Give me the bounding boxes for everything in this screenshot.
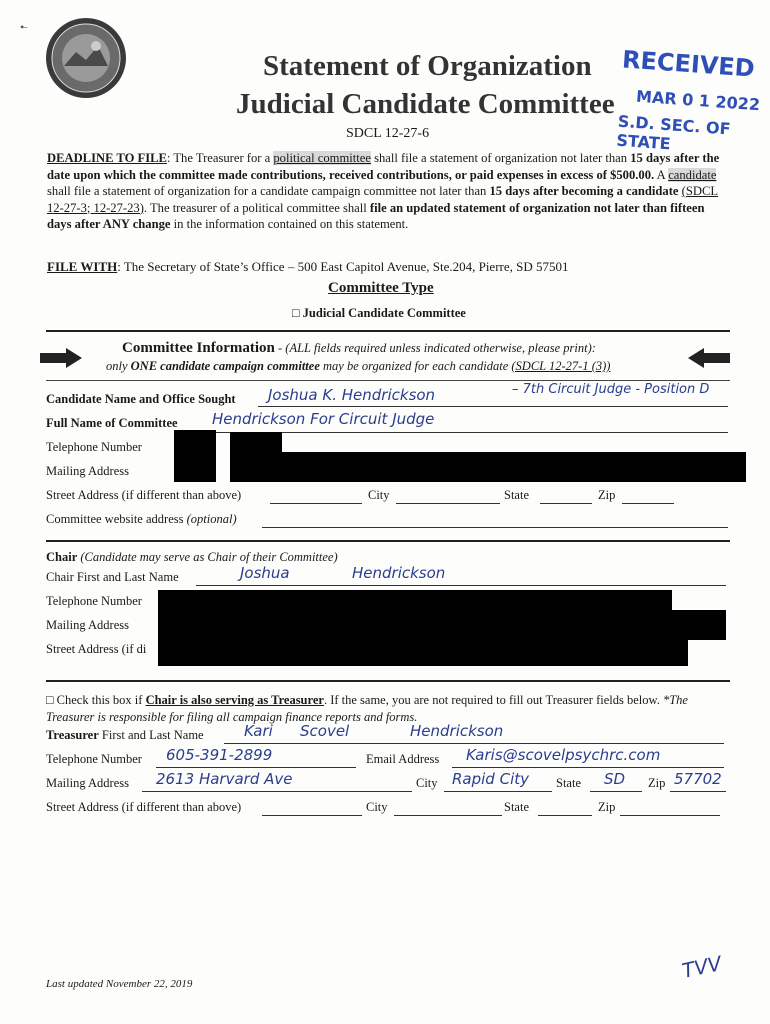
sub-bold: ONE candidate campaign committee (130, 359, 320, 373)
deadline-text: in the information contained on this statement. (170, 217, 409, 231)
treasurer-mailing-value[interactable]: 2613 Harvard Ave (156, 770, 293, 788)
field-line (258, 406, 728, 407)
chair-mailing-label: Mailing Address (46, 618, 129, 632)
field-line (262, 815, 362, 816)
field-line (394, 815, 502, 816)
treasurer-city-label: City (416, 776, 438, 790)
corner-mark: •̶ (20, 20, 25, 34)
deadline-text: shall file a statement of organization not later than (370, 151, 631, 165)
deadline-text: A (654, 167, 669, 182)
deadline-bold: file an updated statement of organization not later than fifteen days after ANY change (47, 200, 705, 231)
committee-info-title: Committee Information (122, 340, 275, 356)
divider (46, 330, 730, 332)
field-line (262, 527, 728, 528)
treasurer-telephone-label: Telephone Number (46, 752, 142, 766)
committee-info-subheading (106, 359, 610, 374)
treasurer-telephone-value[interactable]: 605-391-2899 (166, 746, 273, 764)
statute-reference: SDCL 12-27-6 (346, 126, 430, 141)
chair-telephone-label: Telephone Number (46, 594, 142, 608)
treasurer-city2-label: City (366, 800, 388, 814)
checkbox-bold: Chair is also serving as Treasurer (145, 693, 324, 707)
sub-text: only (106, 359, 131, 373)
received-stamp: RECEIVED (621, 45, 756, 83)
field-line (670, 791, 726, 792)
treasurer-zip-label: Zip (648, 776, 666, 790)
treasurer-zip2-label: Zip (598, 800, 616, 814)
arrow-right-icon (40, 348, 82, 368)
treasurer-mailing-label: Mailing Address (46, 776, 129, 790)
committee-name-label: Full Name of Committee (46, 416, 178, 430)
last-updated: Last updated November 22, 2019 (46, 978, 193, 990)
chair-is-treasurer-checkbox[interactable] (46, 692, 736, 726)
field-line (620, 815, 720, 816)
field-line (396, 503, 500, 504)
field-line (622, 503, 674, 504)
field-line (540, 503, 592, 504)
field-line (270, 503, 362, 504)
file-with (47, 259, 569, 275)
website-optional-note: (optional) (186, 512, 237, 526)
file-with-label: FILE WITH (47, 259, 118, 274)
received-stamp-office: S.D. SEC. OF STATE (615, 111, 732, 154)
treasurer-email-label: Email Address (366, 752, 440, 766)
treasurer-state2-label: State (504, 800, 529, 814)
deadline-text: . The treasurer of a political committee shall (143, 200, 370, 215)
field-line (538, 815, 592, 816)
received-stamp-date: MAR 0 1 2022 (635, 86, 761, 115)
redaction (158, 590, 672, 610)
political-committee-link[interactable]: political committee (273, 151, 371, 165)
field-line (196, 585, 726, 586)
chair-last-name-value[interactable]: Hendrickson (352, 564, 446, 582)
committee-street-label: Street Address (if different than above) (46, 488, 242, 502)
committee-mailing-label: Mailing Address (46, 464, 129, 478)
deadline-paragraph (47, 150, 727, 233)
divider (46, 680, 730, 682)
treasurer-first-name-value[interactable]: Kari (244, 722, 273, 740)
form-title-line1: Statement of Organization (263, 50, 592, 82)
redaction (174, 430, 216, 482)
treasurer-label: Treasurer (46, 728, 99, 742)
website-label-text: Committee website address (46, 512, 184, 526)
field-line (142, 791, 412, 792)
treasurer-state-value[interactable]: SD (604, 770, 626, 788)
committee-website-label (46, 512, 237, 527)
candidate-name-value[interactable]: Joshua K. Hendrickson (268, 386, 436, 404)
committee-telephone-label: Telephone Number (46, 440, 142, 454)
judicial-candidate-checkbox[interactable]: □ Judicial Candidate Committee (292, 306, 466, 320)
deadline-text: : The Treasurer for a (166, 151, 274, 165)
committee-info-note: - (ALL fields required unless indicated otherwise, please print): (274, 341, 596, 355)
sub-text: may be organized for each candidate (319, 359, 512, 373)
treasurer-note: *The Treasurer is responsible for filing all campaign finance reports and forms. (46, 693, 688, 724)
chair-heading (46, 550, 338, 565)
treasurer-name-label-text: First and Last Name (98, 728, 204, 742)
treasurer-middle-name-value[interactable]: Scovel (300, 722, 350, 740)
reviewer-initials: TVV (679, 951, 724, 983)
committee-info-heading (122, 340, 596, 357)
treasurer-street-label: Street Address (if different than above) (46, 800, 242, 814)
committee-name-value[interactable]: Hendrickson For Circuit Judge (212, 410, 435, 428)
treasurer-city-value[interactable]: Rapid City (452, 770, 529, 788)
chair-note: (Candidate may serve as Chair of their Committee) (77, 550, 338, 564)
field-line (590, 791, 642, 792)
form-title-line2: Judicial Candidate Committee (236, 88, 615, 120)
deadline-label: DEADLINE TO FILE (47, 151, 167, 165)
redaction (230, 432, 282, 452)
deadline-bold: 15 days after the date upon which the committee made contributions, received contributions, or paid expenses in excess of $500.00. (47, 151, 720, 182)
sdcl-references: (SDCL 12-27-3; 12-27-23) (47, 184, 719, 215)
office-sought-value[interactable]: – 7th Circuit Judge - Position D (512, 382, 710, 397)
chair-label: Chair (46, 550, 78, 564)
chair-name-label: Chair First and Last Name (46, 570, 179, 584)
divider (46, 380, 730, 381)
candidate-link[interactable]: candidate (668, 167, 717, 182)
field-line (224, 743, 724, 744)
treasurer-email-value[interactable]: Karis@scovelpsychrc.com (466, 746, 661, 764)
redaction (158, 610, 726, 640)
treasurer-last-name-value[interactable]: Hendrickson (410, 722, 504, 740)
redaction (158, 638, 688, 666)
sub-reference: (SDCL 12-27-1 (3)) (511, 359, 611, 373)
committee-city-label: City (368, 488, 390, 502)
deadline-bold: 15 days after becoming a candidate (489, 184, 679, 198)
treasurer-zip-value[interactable]: 57702 (674, 770, 722, 788)
treasurer-name-label (46, 728, 204, 743)
redaction (230, 452, 746, 482)
committee-type-title: Committee Type (328, 280, 434, 296)
checkbox-text: □ Check this box if (46, 693, 146, 707)
field-line (444, 791, 552, 792)
field-line (452, 767, 724, 768)
treasurer-state-label: State (556, 776, 581, 790)
checkbox-text: . If the same, you are not required to fill out Treasurer fields below. (323, 693, 663, 707)
committee-zip-label: Zip (598, 488, 616, 502)
chair-first-name-value[interactable]: Joshua (240, 564, 290, 582)
arrow-left-icon (688, 348, 730, 368)
divider (46, 540, 730, 542)
file-with-text: : The Secretary of State’s Office – 500 East Capitol Avenue, Ste.204, Pierre, SD 57501 (117, 259, 569, 274)
committee-state-label: State (504, 488, 529, 502)
state-seal-icon (44, 16, 128, 100)
field-line (156, 767, 356, 768)
chair-street-label: Street Address (if di (46, 642, 147, 656)
candidate-name-label: Candidate Name and Office Sought (46, 392, 236, 406)
deadline-text: shall file a statement of organization for a candidate campaign committee not later than (47, 184, 490, 198)
